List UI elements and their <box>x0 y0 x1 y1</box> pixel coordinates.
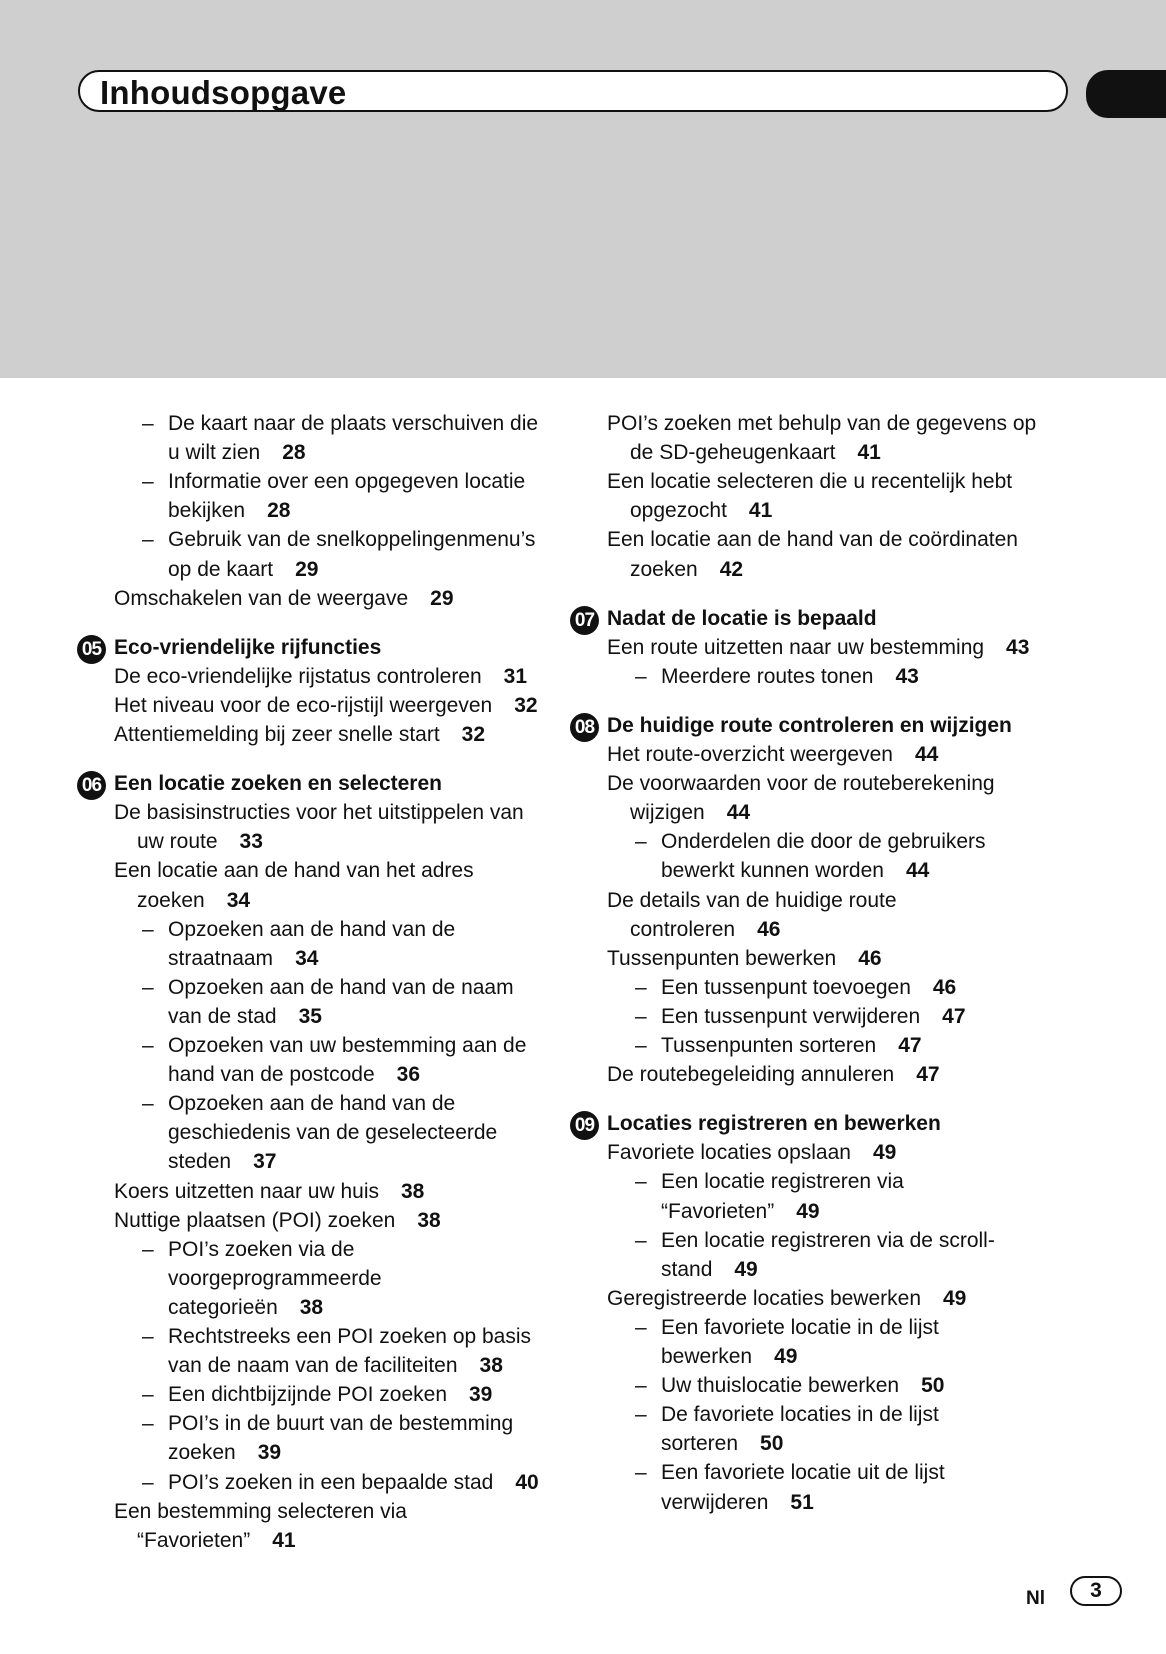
entry-text: Een locatie aan de hand van de coördinaten <box>607 528 1018 552</box>
toc-entry <box>607 947 882 971</box>
dash-bullet: – <box>142 1470 154 1494</box>
entry-text: categorieën <box>168 1295 278 1319</box>
entry-text: u wilt zien <box>168 441 261 465</box>
dash-bullet: – <box>635 830 647 854</box>
toc-entry <box>607 1063 940 1087</box>
entry-text: straatnaam <box>168 946 274 970</box>
entry-text: De basisinstructies voor het uitstippelen van <box>114 801 524 825</box>
page-ref: 42 <box>719 557 744 581</box>
page-ref: 44 <box>726 801 751 825</box>
entry-text: Een bestemming selecteren via <box>114 1499 407 1523</box>
toc-entry <box>607 528 1018 552</box>
page-ref: 46 <box>858 946 882 970</box>
entry-text: zoeken <box>630 557 698 581</box>
toc-subentry <box>168 1441 281 1465</box>
toc-subentry <box>635 665 919 689</box>
page-ref: 28 <box>267 499 291 523</box>
toc-subentry <box>661 1432 783 1456</box>
entry-text: van de stad <box>168 1004 277 1028</box>
toc-subentry <box>635 1316 939 1340</box>
entry-text: De eco-vriendelijke rijstatus controleren <box>114 664 482 688</box>
page-ref: 38 <box>417 1208 441 1232</box>
page-ref: 33 <box>239 830 263 854</box>
page-ref: 29 <box>430 586 454 610</box>
page-ref: 34 <box>295 946 319 970</box>
entry-text: De kaart naar de plaats verschuiven die <box>168 412 539 435</box>
toc-subentry <box>142 1325 531 1349</box>
entry-text: stand <box>661 1257 713 1281</box>
entry-text: verwijderen <box>661 1490 769 1514</box>
page-ref: 49 <box>796 1199 820 1223</box>
page-ref: 49 <box>943 1286 967 1310</box>
toc-subentry <box>168 1005 322 1029</box>
chapter-heading: De huidige route controleren en wijzigen <box>607 713 1012 737</box>
dash-bullet: – <box>142 1237 154 1261</box>
toc-subentry <box>142 528 535 552</box>
dash-bullet: – <box>142 528 154 552</box>
entry-text: Nuttige plaatsen (POI) zoeken <box>114 1208 396 1232</box>
toc-entry <box>630 558 743 582</box>
entry-text: POI’s in de buurt van de bestemming <box>168 1412 514 1436</box>
dash-bullet: – <box>142 412 154 435</box>
page-ref: 34 <box>226 888 251 912</box>
chapter-heading: Een locatie zoeken en selecteren <box>114 772 442 796</box>
entry-text: Een locatie registreren via <box>661 1170 904 1194</box>
toc-entry <box>137 830 263 854</box>
entry-text: bewerkt kunnen worden <box>661 859 884 883</box>
entry-text: De voorwaarden voor de routeberekening <box>607 772 995 796</box>
page-ref: 46 <box>932 975 957 999</box>
entry-text: uw route <box>137 830 218 854</box>
entry-text: Omschakelen van de weergave <box>114 586 409 610</box>
toc-entry <box>607 743 938 767</box>
toc-entry <box>137 889 250 913</box>
entry-text: POI’s zoeken in een bepaalde stad <box>168 1470 494 1494</box>
toc-subentry <box>142 1383 492 1407</box>
toc-entry <box>607 1141 896 1165</box>
dash-bullet: – <box>635 664 647 688</box>
chapter-heading: Nadat de locatie is bepaald <box>607 606 877 630</box>
toc-subentry <box>661 1258 758 1282</box>
entry-text: Rechtstreeks een POI zoeken op basis <box>168 1325 532 1348</box>
page-ref: 41 <box>857 441 881 465</box>
dash-bullet: – <box>142 975 154 999</box>
toc-entry <box>114 723 485 747</box>
entry-text: Onderdelen die door de gebruikers <box>661 830 986 854</box>
entry-text: Koers uitzetten naar uw huis <box>114 1179 379 1203</box>
entry-text: Opzoeken aan de hand van de naam <box>168 975 514 999</box>
page-ref: 47 <box>942 1004 966 1028</box>
entry-text: De favoriete locaties in de lijst <box>661 1403 939 1427</box>
toc-entry <box>630 441 881 465</box>
page-ref: 44 <box>905 859 930 883</box>
entry-text: sorteren <box>661 1432 739 1456</box>
entry-text: Een route uitzetten naar uw bestemming <box>607 635 985 659</box>
toc-subentry <box>168 1063 420 1087</box>
entry-text: Informatie over een opgegeven locatie <box>168 470 526 494</box>
entry-text: op de kaart <box>168 557 274 581</box>
page-ref: 38 <box>299 1295 324 1319</box>
toc-subentry <box>168 1121 497 1145</box>
toc-subentry <box>168 499 290 523</box>
entry-text: “Favorieten” <box>137 1528 251 1552</box>
dash-bullet: – <box>142 1034 154 1057</box>
dash-bullet: – <box>635 1374 647 1398</box>
entry-text: geschiedenis van de geselecteerde <box>168 1121 498 1145</box>
language-code: Nl <box>1026 1588 1045 1609</box>
page-ref: 38 <box>479 1354 503 1378</box>
page-number: 3 <box>1070 1576 1122 1606</box>
toc-entry <box>114 1180 424 1204</box>
toc-entry <box>114 665 527 689</box>
entry-text: van de naam van de faciliteiten <box>168 1354 458 1378</box>
toc-subentry <box>635 976 956 1000</box>
toc-subentry <box>635 830 986 854</box>
entry-text: Attentiemelding bij zeer snelle start <box>114 723 440 746</box>
page-ref: 36 <box>396 1063 421 1087</box>
chapter-badge: 07 <box>570 606 599 635</box>
entry-text: Een locatie aan de hand van het adres <box>114 859 474 883</box>
dash-bullet: – <box>635 1228 647 1252</box>
entry-text: POI’s zoeken via de <box>168 1237 355 1261</box>
toc-entry <box>630 918 780 942</box>
toc-subentry <box>168 1354 503 1378</box>
dash-bullet: – <box>635 1034 647 1057</box>
toc-subentry <box>142 976 514 1000</box>
entry-text: voorgeprogrammeerde <box>168 1266 382 1290</box>
page-ref: 32 <box>514 693 538 717</box>
entry-text: Het route-overzicht weergeven <box>607 743 893 766</box>
toc-entry <box>114 587 454 611</box>
toc-subentry <box>168 1296 323 1320</box>
toc-subentry <box>142 1471 539 1495</box>
entry-text: Een locatie selecteren die u recentelijk hebt <box>607 470 1013 494</box>
dash-bullet: – <box>142 1092 154 1116</box>
toc-subentry <box>168 1150 276 1174</box>
toc-subentry <box>168 947 318 971</box>
entry-text: opgezocht <box>630 499 727 523</box>
entry-text: bekijken <box>168 499 246 523</box>
entry-text: Gebruik van de snelkoppelingenmenu’s <box>168 528 536 552</box>
page-ref: 28 <box>282 441 306 465</box>
dash-bullet: – <box>635 1403 647 1427</box>
dash-bullet: – <box>142 1325 154 1348</box>
entry-text: Meerdere routes tonen <box>661 664 874 688</box>
toc-subentry <box>661 1200 820 1224</box>
entry-text: Een favoriete locatie in de lijst <box>661 1315 939 1339</box>
toc-subentry <box>635 1170 904 1194</box>
chapter-heading: Locaties registreren en bewerken <box>607 1112 941 1136</box>
toc-subentry <box>168 441 306 465</box>
toc-subentry <box>635 1005 966 1029</box>
page-ref: 35 <box>298 1004 322 1028</box>
entry-text: “Favorieten” <box>661 1199 775 1223</box>
toc-subentry <box>635 1403 939 1427</box>
page-ref: 29 <box>295 557 319 581</box>
toc-entry <box>607 889 897 913</box>
page-ref: 32 <box>461 723 486 746</box>
toc-subentry <box>635 1229 995 1253</box>
entry-text: Opzoeken van uw bestemming aan de <box>168 1034 527 1057</box>
toc-entry <box>630 499 772 523</box>
page-ref: 44 <box>914 743 939 766</box>
toc-entry <box>114 1500 407 1524</box>
dash-bullet: – <box>142 1412 154 1436</box>
page-ref: 49 <box>774 1345 798 1368</box>
toc-entry <box>114 801 524 825</box>
entry-text: Een favoriete locatie uit de lijst <box>661 1461 945 1485</box>
page-ref: 39 <box>469 1383 493 1407</box>
dash-bullet: – <box>635 1170 647 1194</box>
page-ref: 37 <box>253 1150 277 1174</box>
toc-entry <box>114 694 538 718</box>
toc-subentry <box>661 859 929 883</box>
toc-entry <box>607 1287 966 1311</box>
toc-entry <box>607 470 1012 494</box>
entry-text: bewerken <box>661 1345 753 1368</box>
chapter-badge: 09 <box>570 1111 599 1140</box>
dash-bullet: – <box>635 1315 647 1339</box>
toc-subentry <box>142 918 455 942</box>
entry-text: Opzoeken aan de hand van de <box>168 1092 456 1116</box>
entry-text: steden <box>168 1150 232 1174</box>
toc-subentry <box>168 558 318 582</box>
toc-entry <box>607 772 995 796</box>
entry-text: Tussenpunten sorteren <box>661 1034 877 1057</box>
page-ref: 50 <box>921 1374 945 1398</box>
page-ref: 43 <box>895 664 919 688</box>
toc-entry <box>630 801 750 825</box>
page-ref: 43 <box>1006 635 1030 659</box>
section-tab <box>1086 70 1166 118</box>
toc-subentry <box>142 470 525 494</box>
toc-subentry <box>635 1374 944 1398</box>
toc-entry <box>607 636 1029 660</box>
chapter-heading: Eco-vriendelijke rijfuncties <box>114 635 382 659</box>
page-ref: 49 <box>734 1257 758 1281</box>
toc-subentry <box>142 1092 455 1116</box>
toc-subentry <box>142 412 538 436</box>
page-ref: 31 <box>503 664 528 688</box>
page-ref: 46 <box>757 917 781 941</box>
page-ref: 41 <box>272 1528 296 1552</box>
toc-subentry <box>168 1267 382 1291</box>
toc-subentry <box>142 1034 526 1058</box>
page-ref: 47 <box>898 1034 922 1057</box>
header-band <box>0 0 1166 378</box>
page-title: Inhoudsopgave <box>100 74 347 111</box>
chapter-badge: 08 <box>570 713 599 742</box>
entry-text: De details van de huidige route <box>607 888 897 912</box>
dash-bullet: – <box>635 975 647 999</box>
dash-bullet: – <box>635 1461 647 1485</box>
dash-bullet: – <box>635 1004 647 1028</box>
page-ref: 49 <box>872 1141 897 1165</box>
chapter-badge: 05 <box>77 635 106 664</box>
entry-text: Uw thuislocatie bewerken <box>661 1374 900 1398</box>
entry-text: Geregistreerde locaties bewerken <box>607 1286 921 1310</box>
dash-bullet: – <box>142 917 154 941</box>
entry-text: POI’s zoeken met behulp van de gegevens op <box>607 412 1037 435</box>
toc-subentry <box>661 1491 814 1515</box>
toc-subentry <box>635 1461 945 1485</box>
entry-text: Een tussenpunt toevoegen <box>661 975 911 999</box>
page-ref: 50 <box>760 1432 784 1456</box>
entry-text: Favoriete locaties opslaan <box>607 1141 851 1165</box>
entry-text: de SD-geheugenkaart <box>630 441 836 465</box>
entry-text: wijzigen <box>630 801 705 825</box>
page-ref: 51 <box>790 1490 814 1514</box>
toc-subentry <box>635 1034 922 1058</box>
entry-text: Een locatie registreren via de scroll- <box>661 1228 995 1252</box>
page-ref: 41 <box>748 499 773 523</box>
chapter-badge: 06 <box>77 771 106 800</box>
page-ref: 40 <box>515 1470 539 1494</box>
page-ref: 47 <box>916 1063 940 1087</box>
toc-entry <box>114 859 474 883</box>
entry-text: zoeken <box>168 1441 236 1465</box>
toc-entry <box>137 1529 296 1553</box>
entry-text: Het niveau voor de eco-rijstijl weergeven <box>114 693 493 717</box>
toc-entry <box>607 412 1036 436</box>
entry-text: controleren <box>630 917 736 941</box>
dash-bullet: – <box>142 1383 154 1407</box>
toc-subentry <box>661 1345 797 1369</box>
page-ref: 38 <box>400 1179 425 1203</box>
toc-subentry <box>142 1412 513 1436</box>
entry-text: Een tussenpunt verwijderen <box>661 1004 921 1028</box>
page-ref: 39 <box>257 1441 282 1465</box>
toc-subentry <box>142 1238 354 1262</box>
entry-text: hand van de postcode <box>168 1063 375 1087</box>
entry-text: Een dichtbijzijnde POI zoeken <box>168 1383 447 1407</box>
entry-text: Tussenpunten bewerken <box>607 946 837 970</box>
dash-bullet: – <box>142 470 154 494</box>
entry-text: zoeken <box>137 888 205 912</box>
toc-entry <box>114 1209 441 1233</box>
entry-text: De routebegeleiding annuleren <box>607 1063 895 1087</box>
entry-text: Opzoeken aan de hand van de <box>168 917 456 941</box>
